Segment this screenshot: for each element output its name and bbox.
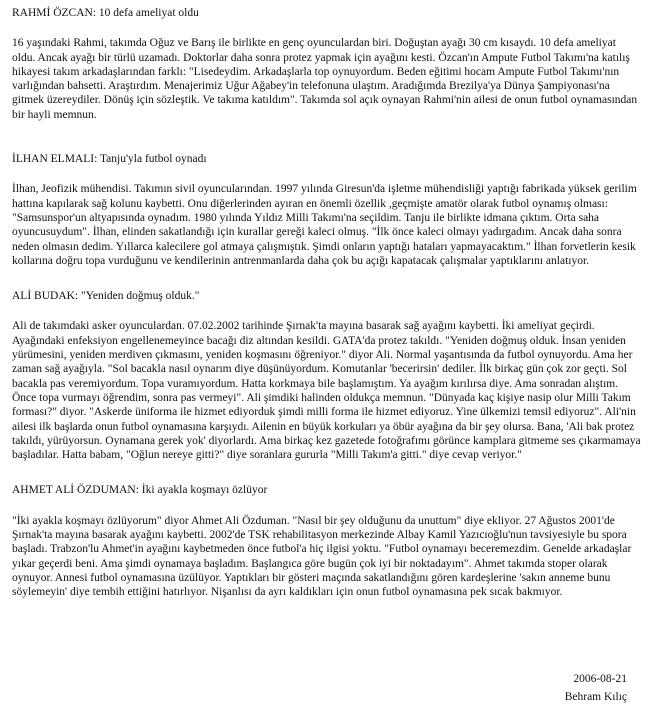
section-body-rahmi: 16 yaşındaki Rahmi, takımda Oğuz ve Barış ile birlikte en genç oyunculardan biri. Doğuştan ayağı 30 cm kısaydı. 10 defa ameliyat oldu. Ancak ayağı bir türlü uzamadı. Doktorlar daha sonra protez yapmak için ayağını kesti. Özcan'ın Ampute Futbol Takımı'na katılış hikayesi takım arkadaşlarından farklı: "Lisedeydim. Arkadaşlarla top oynuyordum. Beden eğitimi hocam Ampute Futbol Takımı'nın varlığından bahsetti. Araştırdım. Menajerimiz Uğur Ağabey'in telefonuna ulaştım. Aradığımda Brezilya'ya Dünya Şampiyonası'na gitmek üzereydiler. Dönüş için sözleştik. Ve takıma katıldım". Takımda sol açık oynayan Rahmi'nin ailesi de onun futbol oynamasından bir hayli memnun. [12,37,638,121]
section-heading-ali: ALİ BUDAK: "Yeniden doğmuş olduk." [12,290,200,303]
spacer [12,498,642,514]
spacer [12,462,642,483]
section-body-ilhan: İlhan, Jeofizik mühendisi. Takımın sivil oyuncularından. 1997 yılında Giresun'da işletme mühendisliği yaptığı fabrikada yüksek gerilim hattına kapılarak sağ kolunu kaybetti. Onu diğerlerinden ayıran en önemli özellik ,geçmişte amatör olarak futbol oynamış olması: "Samsunspor'un altyapısında oynadım. 1980 yılında Yıldız Milli Takımı'na seçildim. Tanju ile birlikte idmana çıktım. Orta saha oyuncusuydum". İlhan, elinden sakatlandığı için kurallar gereği kaleci olmuş. "İlk önce kaleci olmayı yadırgadım. Ancak daha sonra neden olmasın dedim. Yıllarca kalecilere gol atmaya çalışmıştık. Şimdi onların yaptığı hataları yapmayacaktım." İlhan forvetlerin kesik kollarına doğru topa vurduğunu ve kendilerinin antrenmanlarda daha çok bu açığı kapatacak çalışmalar yaptıklarını anlatıyor. [12,183,637,267]
section-heading-rahmi: RAHMİ ÖZCAN: 10 defa ameliyat oldu [12,7,199,19]
author-name: Behram Kılıç [564,691,627,703]
article-footer [565,670,627,706]
section-heading-ahmet: AHMET ALİ ÖZDUMAN: İki ayakla koşmayı özlüyor [12,484,268,497]
spacer [12,166,642,182]
section-heading-ilhan: İLHAN ELMALI: Tanju'yla futbol oynadı [12,153,207,166]
section-body-ahmet: "İki ayakla koşmayı özlüyorum" diyor Ahmet Ali Özduman. "Nasıl bir şey olduğunu da unuttum" diye ekliyor. 27 Ağustos 2001'de Şırnak'ta mayına basarak ayağını kaybetti. 2002'de TSK rehabilitasyon merkezinde Albay Kamil Yazıcıoğlu'nun tavsiyesiyle bu spora başladı. Trabzon'lu Ahmet'in ayağını kaybetmeden önce futbol'a hiç ilgisi yoktu. "Futbol oynamayı beceremezdim. Genelde arkadaşlar yıkar geçerdi beni. Ama şimdi oynamaya başladım. Başlangıca göre bugün çok iyi bir noktadayım". Ahmet takımda stoper olarak oynuyor. Annesi futbol oynamasına üzülüyor. Yaptıkları bir gösteri maçında sakatlandığını gören kardeşlerine 'sakın anneme bunu söylemeyin' diye tembih ettiğini hatırlıyor. Nişanlısı da ayrı kaldıkları için onun futbol oynamasına pek sıcak bakmıyor. [12,514,632,599]
spacer [12,268,642,289]
spacer [12,20,642,36]
section-body-ali: Ali de takımdaki asker oyunculardan. 07.02.2002 tarihinde Şırnak'ta mayına basarak sağ ayağını kaybetti. İki ameliyat geçirdi. Ayağındaki enfeksiyon engellenemeyince bacağı diz altından kesildi. GATA'da protez takıldı. "Yeniden doğmuş olduk. İnsan yeniden yürümesini, yeniden merdiven çıkmasını, yeniden koşmasını öğreniyor." diyor Ali. Normal yaşantısında da futbol oynuyordu. Ama her zaman sağ ayağıyla. "Sol bacakla nasıl oynarım diye düşünüyordum. Komutanlar 'becerirsin' dediler. İlk birkaç gün çok zor geçti. Sol bacakla pas veremiyordum. Topa vuramıyordum. Hatta korkmaya bile başlamıştım. Ya ayağım kırılırsa diye. Ama sonradan alıştım. Önce topa vurmayı öğrendim, sonra pas vermeyi". Ali şimdiki halinden oldukça memnun. "Dünyada kaç kişiye nasip olur Milli Takım forması?" diyor. "Askerde üniforma ile hizmet ediyorduk şimdi milli forma ile hizmet ediyoruz. Yine ülkemizi temsil ediyoruz". Ali'nin ailesi ilk başlarda onun futbol oynamasına karşıydı. Ailenin en büyük korkuları ya öbür ayağına da bir şey olursa. Bana, 'Ali bak protez takıldı, yürüyorsun. Oynamana gerek yok' diyorlardı. Ama birkaç kez gazetede fotoğrafımı görünce kamplara gitmeme ses çıkarmamaya başladılar. Hatta babam, "Oğlun nereye gitti?" diye soranlara gururla "Milli Takım'a gitti." diye cevap veriyor." [12,320,641,462]
publish-date: 2006-08-21 [573,673,627,685]
spacer [12,122,642,152]
article [12,6,642,600]
spacer [12,303,642,319]
